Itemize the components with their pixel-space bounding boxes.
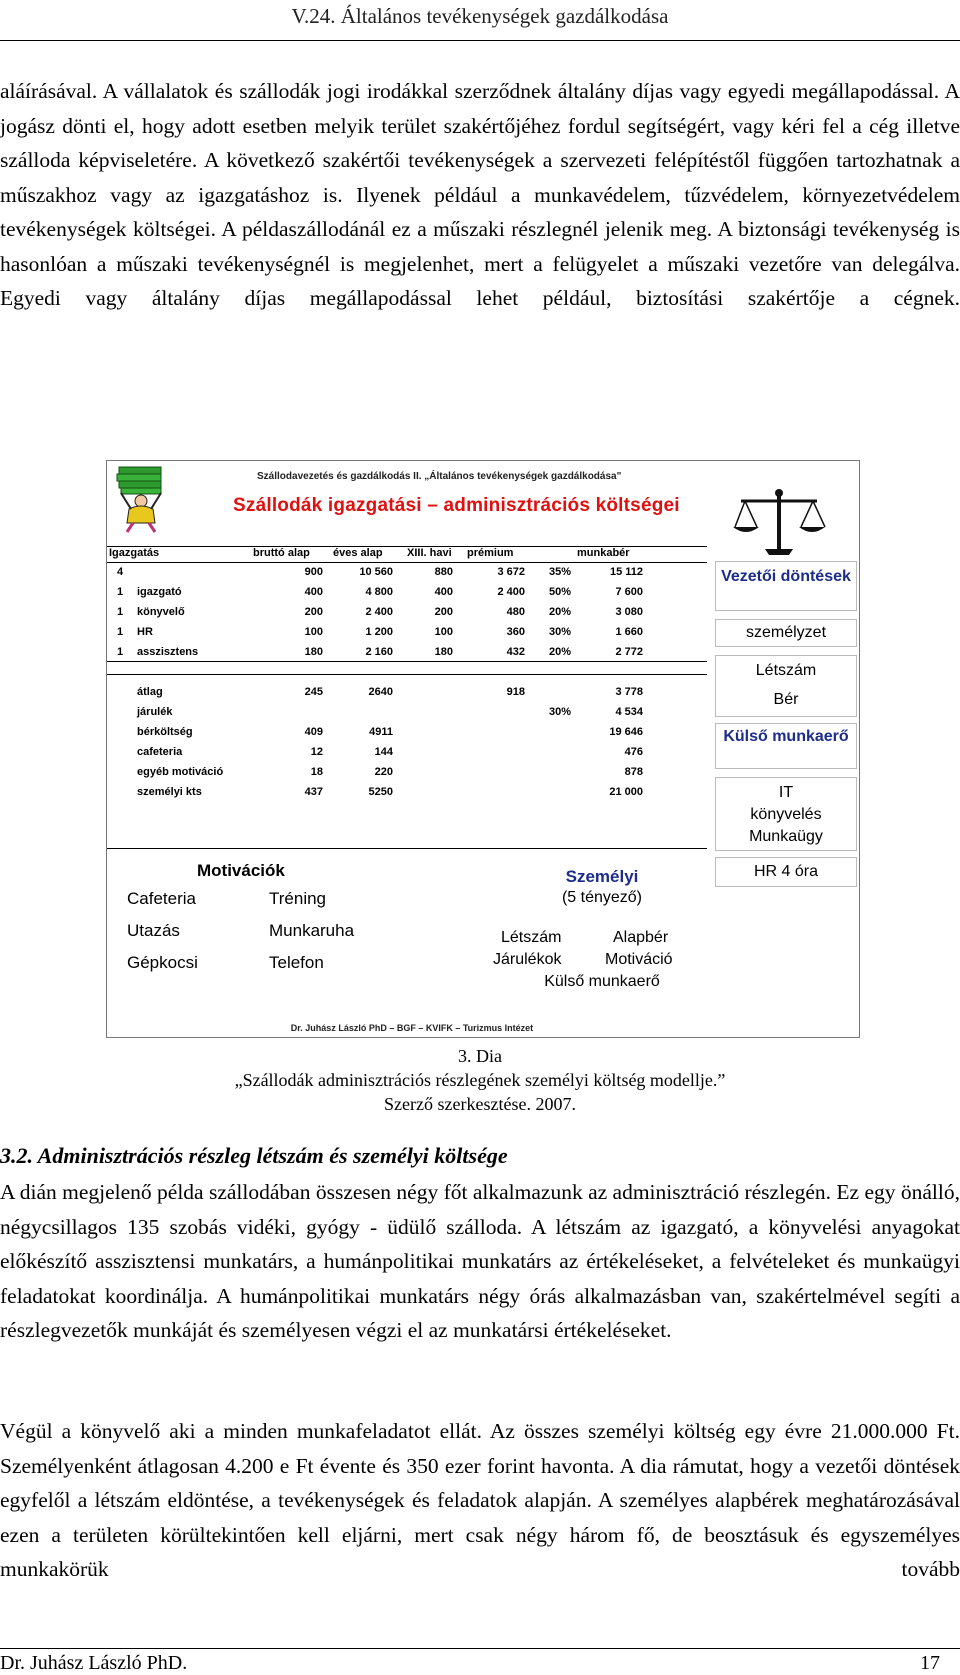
slide-subtitle: Szállodavezetés és gazdálkodás II. „Általános tevékenységek gazdálkodása" bbox=[257, 471, 622, 482]
table-rule bbox=[107, 848, 707, 849]
hr-box: HR 4 óra bbox=[715, 857, 857, 887]
table-row: egyéb motiváció 18 220 878 bbox=[137, 766, 643, 778]
col-header: prémium bbox=[467, 547, 514, 559]
table-row: járulék 30% 4 534 bbox=[137, 706, 643, 718]
table-row: 1 igazgató 400 4 800 400 2 400 50% 7 600 bbox=[117, 586, 643, 598]
motivation-item: Utazás bbox=[127, 921, 180, 940]
col-header: XIII. havi bbox=[407, 547, 452, 559]
section-title: 3.2. Adminisztrációs részleg létszám és személyi költsége bbox=[0, 1143, 508, 1168]
szemelyi-panel bbox=[493, 861, 711, 1021]
szemelyi-item: Külső munkaerő bbox=[544, 973, 660, 990]
szemelyi-item: Alapbér bbox=[613, 929, 669, 946]
motivation-item: Gépkocsi bbox=[127, 953, 198, 972]
caption-line-1: 3. Dia bbox=[458, 1046, 502, 1066]
motivaciok-title: Motivációk bbox=[197, 861, 285, 880]
szemelyi-title: Személyi bbox=[565, 867, 639, 886]
scales-icon bbox=[731, 487, 827, 557]
table-row: 1 könyvelő 200 2 400 200 480 20% 3 080 bbox=[117, 606, 643, 618]
motivation-item: Telefon bbox=[269, 953, 324, 972]
letszam-ber-box: Létszám Bér bbox=[715, 655, 857, 717]
slide-footer: Dr. Juhász László PhD – BGF – KVIFK – Turizmus Intézet bbox=[290, 1023, 534, 1033]
col-header: munkabér bbox=[577, 547, 630, 559]
money-carrier-icon bbox=[113, 463, 171, 533]
table-row: 1 HR 100 1 200 100 360 30% 1 660 bbox=[117, 626, 643, 638]
cost-table bbox=[107, 546, 712, 846]
table-row: 4 900 10 560 880 3 672 35% 15 112 bbox=[117, 566, 643, 578]
szemelyzet-box: személyzet bbox=[715, 619, 857, 647]
motivaciok-panel bbox=[107, 861, 487, 1021]
szemelyi-item: Létszám bbox=[501, 929, 562, 946]
slide-title: Szállodák igazgatási – adminisztrációs költségei bbox=[233, 495, 680, 516]
motivation-item: Tréning bbox=[269, 889, 327, 908]
szemelyi-item: Járulékok bbox=[493, 951, 562, 968]
table-row: bérköltség 409 4911 19 646 bbox=[137, 726, 643, 738]
vezetoi-dontesek-box: Vezetői döntések bbox=[715, 561, 857, 611]
header-rule bbox=[0, 40, 960, 41]
table-row: átlag 245 2640 918 3 778 bbox=[137, 686, 643, 698]
footer-author: Dr. Juhász László PhD. bbox=[0, 1652, 188, 1674]
motivation-item: Munkaruha bbox=[269, 921, 355, 940]
paragraph-2: A dián megjelenő példa szállodában összesen négy főt alkalmazunk az adminisztráció részlegén. Ez egy önálló, négycsillagos 135 szobás vidéki, gyógy - üdülő szálloda. A létszám az igazgató, a könyvelési anyagokat előkészítő asszisztensi munkatárs, a humánpolitikai munkatárs az értékeléseket, a felvételeket és munkaügyi feladatokat koordinálja. A humánpolitikai munkatárs négy órás alkalmazásban van, szakértelmével segíti a részlegvezetők munkáját és személyesen végzi el az munkatársi értékeléseket. bbox=[0, 1180, 960, 1342]
szemelyi-item: Motiváció bbox=[605, 951, 673, 968]
col-header: bruttó alap bbox=[253, 547, 310, 559]
kulso-munkaero-box: Külső munkaerő bbox=[715, 723, 857, 769]
col-header: éves alap bbox=[333, 547, 383, 559]
running-header: V.24. Általános tevékenységek gazdálkodása bbox=[291, 4, 669, 28]
table-rule bbox=[107, 562, 707, 563]
paragraph-1: aláírásával. A vállalatok és szállodák jogi irodákkal szerződnek általány díjas vagy egyedi megállapodással. A jogász dönti el, hogy adott esetben melyik terület szakértőjéhez fordul segítségért, vagy kéri fel a cég illetve szálloda képviseletére. A következő szakértői tevékenységek a szervezeti felépítéstől függően tartozhatnak a műszakhoz vagy az igazgatáshoz is. Ilyenek például a munkavédelem, tűzvédelem, környezetvédelem tevékenységek költségei. A példaszállodánál ez a műszaki részlegnél jelenik meg. A biztonsági tevékenység is hasonlóan a műszaki tevékenységnél is megjelenhet, mert a felügyelet a műszaki vezetőre van delegálva. Egyedi vagy általány díjas megállapodással lehet például, biztosítási szakértője a cégnek. bbox=[0, 79, 960, 310]
table-row: személyi kts 437 5250 21 000 bbox=[137, 786, 643, 798]
caption-line-3: Szerző szerkesztése. 2007. bbox=[384, 1094, 576, 1114]
it-box: IT könyvelés Munkaügy bbox=[715, 777, 857, 851]
szemelyi-subtitle: (5 tényező) bbox=[561, 889, 643, 906]
slide-figure bbox=[106, 460, 860, 1038]
table-rule bbox=[107, 674, 707, 675]
paragraph-3: Végül a könyvelő aki a minden munkafeladatot ellát. Az összes személyi költség egy évre 21.000.000 Ft. Személyenként átlagosan 4.200 e Ft évente és 350 ezer forint havonta. A dia rámutat, hogy a vezetői döntések egyfelől a létszám eldöntése, a tevékenységek és feladatok alapján. A személyes alapbérek meghatározásával ezen a területen körültekintően kell eljárni, mert csak négy három fő, de beosztásuk és egyszemélyes munkakörük tovább bbox=[0, 1419, 960, 1581]
table-row: cafeteria 12 144 476 bbox=[137, 746, 643, 758]
table-row: 1 asszisztens 180 2 160 180 432 20% 2 772 bbox=[117, 646, 643, 658]
col-header: Igazgatás bbox=[109, 547, 160, 559]
page-number: 17 bbox=[920, 1652, 940, 1674]
caption-line-2: „Szállodák adminisztrációs részlegének személyi költség modellje.” bbox=[234, 1070, 726, 1090]
motivation-item: Cafeteria bbox=[127, 889, 196, 908]
footer-rule bbox=[0, 1648, 960, 1649]
